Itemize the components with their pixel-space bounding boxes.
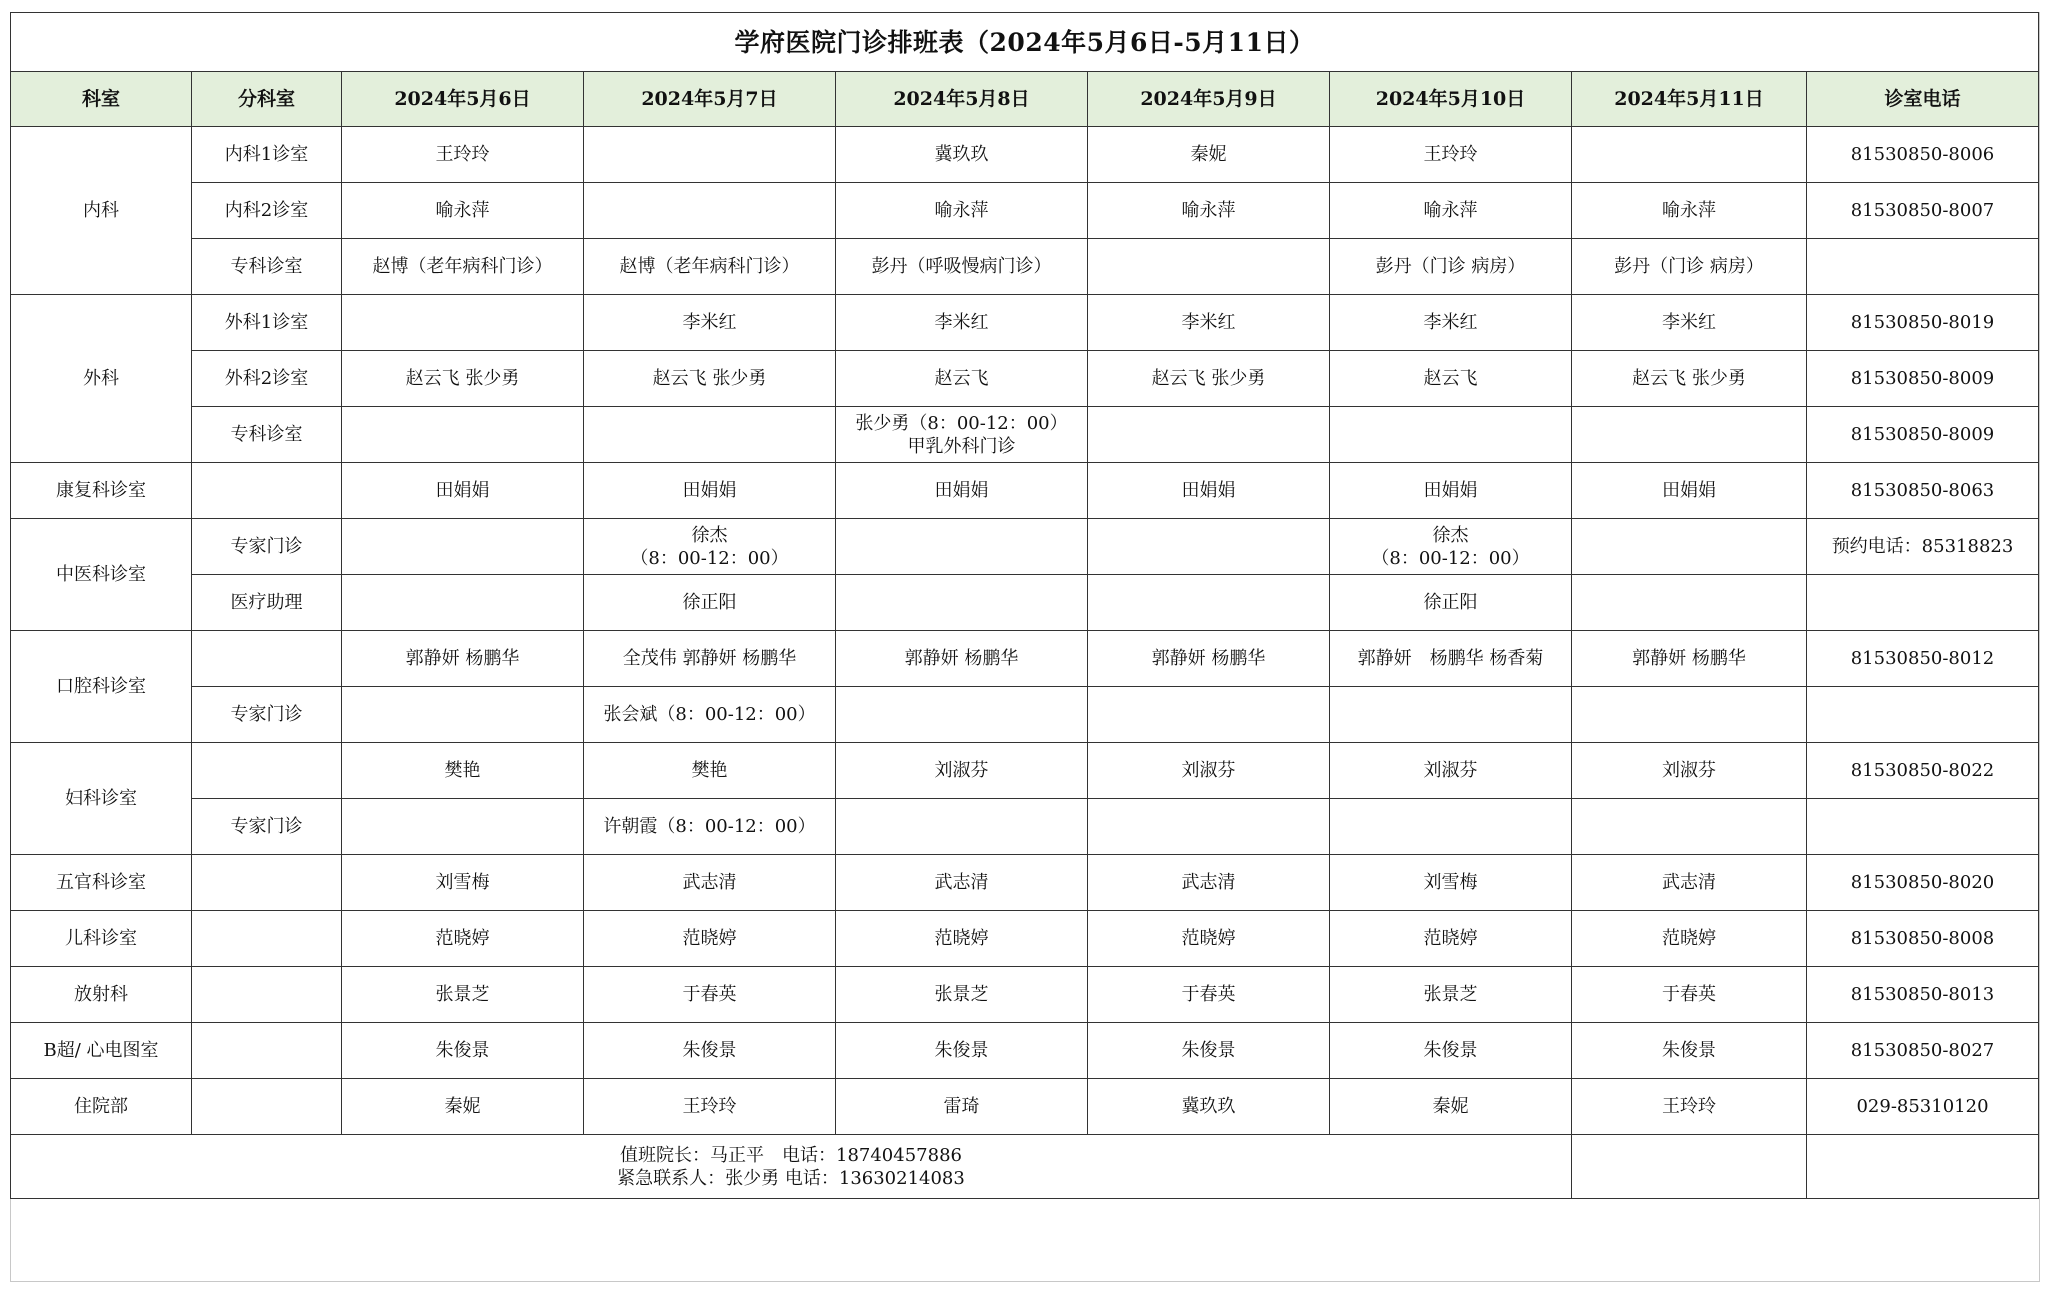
doctor-cell: 于春英 bbox=[584, 967, 836, 1023]
doctor-cell bbox=[584, 407, 836, 463]
doctor-cell: 张景芝 bbox=[836, 967, 1088, 1023]
doctor-cell: 于春英 bbox=[1088, 967, 1330, 1023]
phone-cell: 81530850-8027 bbox=[1807, 1023, 2039, 1079]
doctor-cell: 武志清 bbox=[1572, 855, 1807, 911]
doctor-cell: 朱俊景 bbox=[1088, 1023, 1330, 1079]
col-header-date: 2024年5月9日 bbox=[1088, 72, 1330, 127]
doctor-cell: 田娟娟 bbox=[1088, 463, 1330, 519]
doctor-cell bbox=[1088, 239, 1330, 295]
doctor-cell: 郭静妍 杨鹏华 bbox=[342, 631, 584, 687]
doctor-cell bbox=[342, 687, 584, 743]
doctor-cell: 徐正阳 bbox=[584, 575, 836, 631]
doctor-cell: 秦妮 bbox=[342, 1079, 584, 1135]
doctor-cell: 田娟娟 bbox=[1572, 463, 1807, 519]
doctor-cell bbox=[584, 519, 836, 575]
doctor-cell: 范晓婷 bbox=[342, 911, 584, 967]
subdept-cell bbox=[192, 911, 342, 967]
doctor-cell bbox=[1088, 407, 1330, 463]
phone-cell: 81530850-8013 bbox=[1807, 967, 2039, 1023]
doctor-cell bbox=[1330, 799, 1572, 855]
doctor-cell bbox=[1088, 575, 1330, 631]
subdept-cell bbox=[192, 743, 342, 799]
subdept-cell: 医疗助理 bbox=[192, 575, 342, 631]
schedule-table bbox=[10, 12, 2039, 1199]
doctor-cell: 李米红 bbox=[1088, 295, 1330, 351]
doctor-cell: 武志清 bbox=[584, 855, 836, 911]
doctor-cell: 喻永萍 bbox=[836, 183, 1088, 239]
subdept-cell: 内科2诊室 bbox=[192, 183, 342, 239]
schedule-row bbox=[11, 127, 2039, 183]
doctor-cell: 田娟娟 bbox=[584, 463, 836, 519]
doctor-cell bbox=[1088, 519, 1330, 575]
doctor-cell: 于春英 bbox=[1572, 967, 1807, 1023]
doctor-cell bbox=[342, 799, 584, 855]
doctor-cell bbox=[584, 183, 836, 239]
doctor-cell bbox=[836, 687, 1088, 743]
schedule-row bbox=[11, 575, 2039, 631]
dept-cell: 康复科诊室 bbox=[11, 463, 192, 519]
doctor-cell: 赵云飞 张少勇 bbox=[1088, 351, 1330, 407]
doctor-cell bbox=[836, 799, 1088, 855]
doctor-cell: 王玲玲 bbox=[584, 1079, 836, 1135]
doctor-cell: 郭静妍 杨鹏华 bbox=[1572, 631, 1807, 687]
subdept-cell: 专科诊室 bbox=[192, 239, 342, 295]
doctor-cell-line: 张少勇（8：00-12：00） bbox=[855, 412, 1068, 434]
subdept-cell: 外科2诊室 bbox=[192, 351, 342, 407]
doctor-cell: 秦妮 bbox=[1330, 1079, 1572, 1135]
phone-cell bbox=[1807, 799, 2039, 855]
schedule-row bbox=[11, 295, 2039, 351]
dept-cell: 外科 bbox=[11, 295, 192, 463]
col-header-date: 2024年5月8日 bbox=[836, 72, 1088, 127]
header-row bbox=[11, 72, 2039, 127]
doctor-cell: 赵云飞 bbox=[836, 351, 1088, 407]
doctor-cell: 张景芝 bbox=[1330, 967, 1572, 1023]
doctor-cell bbox=[1330, 687, 1572, 743]
dept-cell: 放射科 bbox=[11, 967, 192, 1023]
phone-cell: 81530850-8009 bbox=[1807, 351, 2039, 407]
doctor-cell: 彭丹（呼吸慢病门诊） bbox=[836, 239, 1088, 295]
schedule-row bbox=[11, 1023, 2039, 1079]
doctor-cell: 李米红 bbox=[584, 295, 836, 351]
doctor-cell-line: （8：00-12：00） bbox=[630, 547, 789, 569]
footer-empty-cell bbox=[1807, 1135, 2039, 1199]
doctor-cell: 郭静妍 杨鹏华 bbox=[1088, 631, 1330, 687]
dept-cell: 儿科诊室 bbox=[11, 911, 192, 967]
dept-cell: 住院部 bbox=[11, 1079, 192, 1135]
dept-cell: 口腔科诊室 bbox=[11, 631, 192, 743]
phone-cell: 81530850-8009 bbox=[1807, 407, 2039, 463]
schedule-row bbox=[11, 799, 2039, 855]
doctor-cell: 张景芝 bbox=[342, 967, 584, 1023]
doctor-cell: 朱俊景 bbox=[1572, 1023, 1807, 1079]
footer-row bbox=[11, 1135, 2039, 1199]
col-header-dept: 科室 bbox=[11, 72, 192, 127]
subdept-cell bbox=[192, 967, 342, 1023]
doctor-cell: 冀玖玖 bbox=[1088, 1079, 1330, 1135]
doctor-cell: 范晓婷 bbox=[1088, 911, 1330, 967]
subdept-cell bbox=[192, 855, 342, 911]
col-header-date: 2024年5月7日 bbox=[584, 72, 836, 127]
doctor-cell: 刘雪梅 bbox=[1330, 855, 1572, 911]
doctor-cell: 郭静妍 杨鹏华 bbox=[836, 631, 1088, 687]
doctor-cell: 赵云飞 张少勇 bbox=[342, 351, 584, 407]
footer-empty-cell bbox=[1572, 1135, 1807, 1199]
doctor-cell bbox=[342, 519, 584, 575]
phone-cell bbox=[1807, 239, 2039, 295]
doctor-cell: 朱俊景 bbox=[1330, 1023, 1572, 1079]
doctor-cell: 彭丹（门诊 病房） bbox=[1572, 239, 1807, 295]
doctor-cell bbox=[342, 575, 584, 631]
schedule-row bbox=[11, 631, 2039, 687]
doctor-cell: 喻永萍 bbox=[1088, 183, 1330, 239]
doctor-cell: 武志清 bbox=[1088, 855, 1330, 911]
subdept-cell bbox=[192, 631, 342, 687]
doctor-cell: 刘淑芬 bbox=[1330, 743, 1572, 799]
schedule-row bbox=[11, 911, 2039, 967]
doctor-cell: 刘淑芬 bbox=[836, 743, 1088, 799]
dept-cell: B超/ 心电图室 bbox=[11, 1023, 192, 1079]
doctor-cell: 彭丹（门诊 病房） bbox=[1330, 239, 1572, 295]
doctor-cell: 喻永萍 bbox=[342, 183, 584, 239]
subdept-cell bbox=[192, 1023, 342, 1079]
doctor-cell: 樊艳 bbox=[342, 743, 584, 799]
doctor-cell bbox=[1088, 687, 1330, 743]
doctor-cell bbox=[1572, 687, 1807, 743]
schedule-row bbox=[11, 519, 2039, 575]
doctor-cell: 喻永萍 bbox=[1330, 183, 1572, 239]
doctor-cell bbox=[1572, 799, 1807, 855]
schedule-row bbox=[11, 463, 2039, 519]
col-header-phone: 诊室电话 bbox=[1807, 72, 2039, 127]
doctor-cell: 全茂伟 郭静妍 杨鹏华 bbox=[584, 631, 836, 687]
subdept-cell: 专科诊室 bbox=[192, 407, 342, 463]
doctor-cell: 赵云飞 张少勇 bbox=[1572, 351, 1807, 407]
phone-cell bbox=[1807, 687, 2039, 743]
schedule-row bbox=[11, 743, 2039, 799]
doctor-cell: 樊艳 bbox=[584, 743, 836, 799]
doctor-cell: 武志清 bbox=[836, 855, 1088, 911]
phone-cell: 81530850-8012 bbox=[1807, 631, 2039, 687]
doctor-cell bbox=[1330, 519, 1572, 575]
dept-cell: 五官科诊室 bbox=[11, 855, 192, 911]
doctor-cell: 赵云飞 bbox=[1330, 351, 1572, 407]
subdept-cell: 专家门诊 bbox=[192, 519, 342, 575]
doctor-cell bbox=[836, 519, 1088, 575]
doctor-cell: 冀玖玖 bbox=[836, 127, 1088, 183]
phone-cell: 预约电话：85318823 bbox=[1807, 519, 2039, 575]
phone-cell: 81530850-8007 bbox=[1807, 183, 2039, 239]
emergency-contact-line: 紧急联系人：张少勇 电话：13630214083 bbox=[617, 1167, 965, 1189]
doctor-cell-line: （8：00-12：00） bbox=[1371, 547, 1530, 569]
col-header-date: 2024年5月10日 bbox=[1330, 72, 1572, 127]
schedule-row bbox=[11, 967, 2039, 1023]
schedule-title: 学府医院门诊排班表（2024年5月6日-5月11日） bbox=[11, 13, 2039, 72]
subdept-cell: 内科1诊室 bbox=[192, 127, 342, 183]
doctor-cell bbox=[1572, 407, 1807, 463]
doctor-cell: 李米红 bbox=[836, 295, 1088, 351]
phone-cell: 81530850-8063 bbox=[1807, 463, 2039, 519]
phone-cell: 81530850-8022 bbox=[1807, 743, 2039, 799]
doctor-cell bbox=[342, 407, 584, 463]
doctor-cell: 王玲玲 bbox=[1330, 127, 1572, 183]
doctor-cell: 范晓婷 bbox=[1330, 911, 1572, 967]
doctor-cell: 范晓婷 bbox=[1572, 911, 1807, 967]
doctor-cell bbox=[342, 295, 584, 351]
doctor-cell-line: 甲乳外科门诊 bbox=[907, 435, 1016, 457]
doctor-cell bbox=[1572, 519, 1807, 575]
doctor-cell bbox=[1330, 407, 1572, 463]
subdept-cell: 外科1诊室 bbox=[192, 295, 342, 351]
doctor-cell: 李米红 bbox=[1572, 295, 1807, 351]
subdept-cell bbox=[192, 463, 342, 519]
doctor-cell: 田娟娟 bbox=[1330, 463, 1572, 519]
schedule-row bbox=[11, 687, 2039, 743]
doctor-cell: 朱俊景 bbox=[342, 1023, 584, 1079]
doctor-cell: 范晓婷 bbox=[836, 911, 1088, 967]
col-header-subdept: 分科室 bbox=[192, 72, 342, 127]
doctor-cell: 秦妮 bbox=[1088, 127, 1330, 183]
doctor-cell bbox=[836, 575, 1088, 631]
doctor-cell-line: 徐杰 bbox=[1432, 524, 1469, 546]
duty-director-line: 值班院长：马正平 电话：18740457886 bbox=[620, 1144, 962, 1166]
phone-cell: 029-85310120 bbox=[1807, 1079, 2039, 1135]
dept-cell: 妇科诊室 bbox=[11, 743, 192, 855]
doctor-cell: 郭静妍 杨鹏华 杨香菊 bbox=[1330, 631, 1572, 687]
doctor-cell: 刘雪梅 bbox=[342, 855, 584, 911]
doctor-cell: 许朝霞（8：00-12：00） bbox=[584, 799, 836, 855]
col-header-date: 2024年5月6日 bbox=[342, 72, 584, 127]
doctor-cell bbox=[584, 127, 836, 183]
doctor-cell: 赵云飞 张少勇 bbox=[584, 351, 836, 407]
dept-cell: 中医科诊室 bbox=[11, 519, 192, 631]
col-header-date: 2024年5月11日 bbox=[1572, 72, 1807, 127]
phone-cell: 81530850-8019 bbox=[1807, 295, 2039, 351]
schedule-row bbox=[11, 239, 2039, 295]
phone-cell: 81530850-8008 bbox=[1807, 911, 2039, 967]
subdept-cell: 专家门诊 bbox=[192, 687, 342, 743]
doctor-cell: 李米红 bbox=[1330, 295, 1572, 351]
doctor-cell: 王玲玲 bbox=[1572, 1079, 1807, 1135]
doctor-cell: 喻永萍 bbox=[1572, 183, 1807, 239]
dept-cell: 内科 bbox=[11, 127, 192, 295]
schedule-row bbox=[11, 407, 2039, 463]
doctor-cell: 田娟娟 bbox=[342, 463, 584, 519]
doctor-cell: 赵博（老年病科门诊） bbox=[584, 239, 836, 295]
doctor-cell: 刘淑芬 bbox=[1088, 743, 1330, 799]
doctor-cell: 田娟娟 bbox=[836, 463, 1088, 519]
doctor-cell: 赵博（老年病科门诊） bbox=[342, 239, 584, 295]
doctor-cell bbox=[1572, 575, 1807, 631]
phone-cell: 81530850-8020 bbox=[1807, 855, 2039, 911]
subdept-cell: 专家门诊 bbox=[192, 799, 342, 855]
doctor-cell: 朱俊景 bbox=[836, 1023, 1088, 1079]
doctor-cell: 王玲玲 bbox=[342, 127, 584, 183]
schedule-body bbox=[11, 127, 2039, 1135]
subdept-cell bbox=[192, 1079, 342, 1135]
doctor-cell: 张会斌（8：00-12：00） bbox=[584, 687, 836, 743]
doctor-cell: 范晓婷 bbox=[584, 911, 836, 967]
doctor-cell bbox=[1572, 127, 1807, 183]
phone-cell bbox=[1807, 575, 2039, 631]
doctor-cell bbox=[836, 407, 1088, 463]
doctor-cell: 徐正阳 bbox=[1330, 575, 1572, 631]
doctor-cell: 朱俊景 bbox=[584, 1023, 836, 1079]
doctor-cell: 刘淑芬 bbox=[1572, 743, 1807, 799]
doctor-cell bbox=[1088, 799, 1330, 855]
schedule-row bbox=[11, 855, 2039, 911]
schedule-row bbox=[11, 183, 2039, 239]
schedule-row bbox=[11, 351, 2039, 407]
doctor-cell: 雷琦 bbox=[836, 1079, 1088, 1135]
doctor-cell-line: 徐杰 bbox=[691, 524, 728, 546]
schedule-row bbox=[11, 1079, 2039, 1135]
phone-cell: 81530850-8006 bbox=[1807, 127, 2039, 183]
footer-contacts bbox=[11, 1135, 1572, 1199]
